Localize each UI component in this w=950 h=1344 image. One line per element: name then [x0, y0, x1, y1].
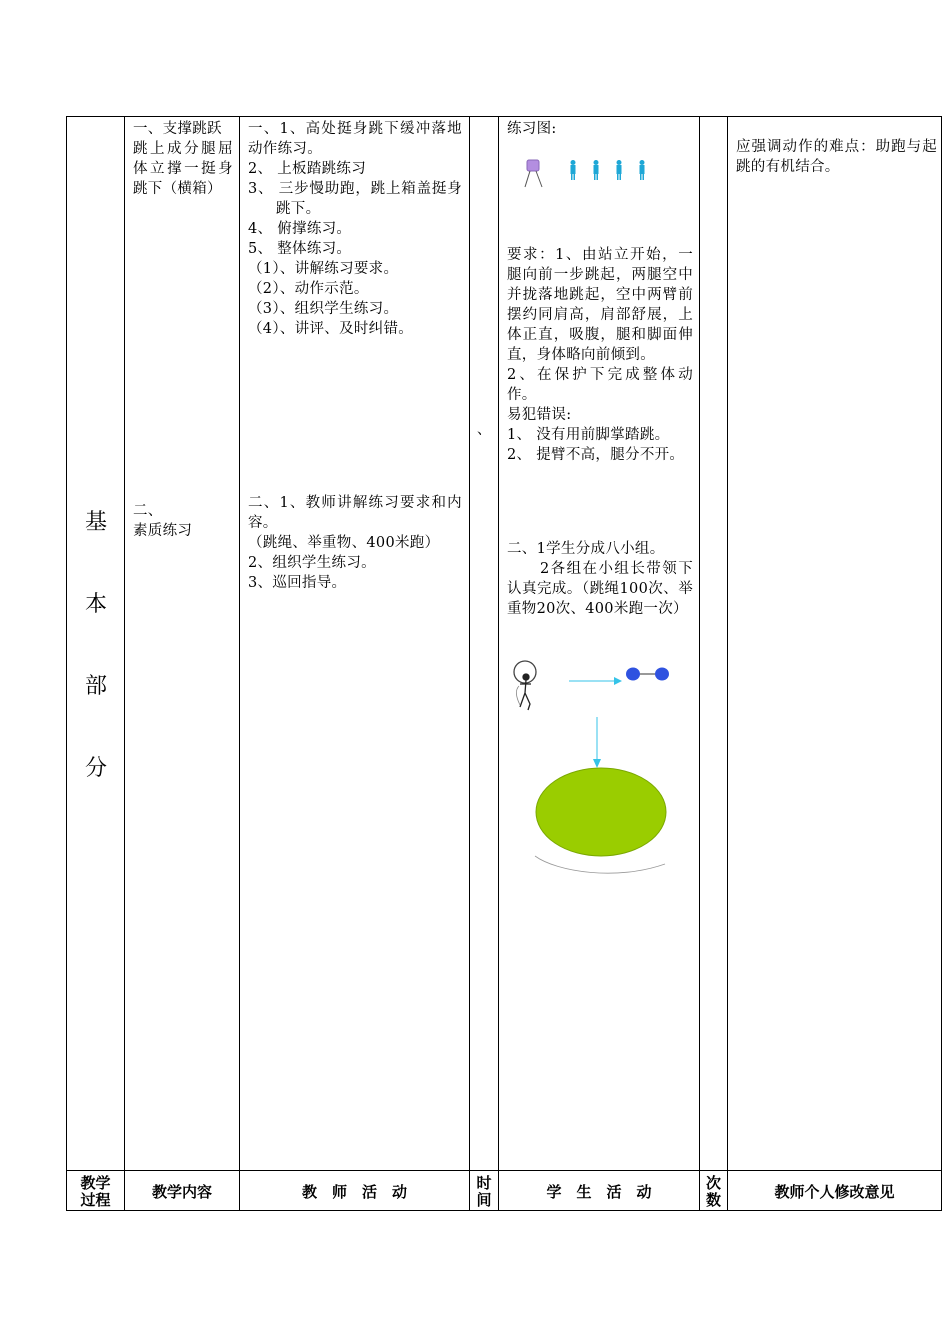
header-teaching-content: 教学内容 — [151, 1182, 212, 1201]
teacher-part1 — [248, 119, 462, 339]
student-item: 二、1学生分成八小组。 — [507, 541, 665, 557]
col-divider — [727, 117, 728, 1210]
teacher-item: （跳绳、举重物、400米跑） — [248, 535, 440, 551]
student-part2 — [507, 539, 693, 619]
section-label-char: 基 — [84, 510, 107, 535]
lesson-table — [66, 116, 942, 1211]
col-divider — [469, 117, 470, 1210]
jump-diagram — [522, 157, 652, 197]
content-item: 素质练习 — [133, 523, 193, 539]
section-label-char: 本 — [84, 592, 107, 617]
box-leg — [536, 171, 542, 187]
dumbbell-weight-icon — [655, 668, 669, 681]
section-label-char: 分 — [84, 756, 107, 781]
jump-rope-figure-icon — [514, 661, 536, 710]
teacher-item: 5、 整体练习。 — [248, 241, 352, 257]
header-student-activity: 学 生 活 动 — [546, 1182, 652, 1201]
errors-title: 易犯错误: — [507, 407, 572, 423]
teacher-item: （4）、讲评、及时纠错。 — [248, 321, 414, 337]
teacher-item: （1）、讲解练习要求。 — [248, 261, 399, 277]
dumbbell-weight-icon — [626, 668, 640, 681]
content-item: 一、支撑跳跃 — [133, 121, 222, 137]
header-label: 教学过程 — [80, 1174, 111, 1209]
teacher-item: 二、1、教师讲解练习要求和内容。 — [248, 495, 462, 531]
fitness-diagram — [507, 657, 687, 882]
time-mark: 、 — [477, 422, 491, 438]
student-figure-icon — [571, 160, 576, 180]
arrow-right-head — [614, 677, 622, 685]
diagram-title: 练习图: — [507, 121, 557, 137]
student-figure-icon — [594, 160, 599, 180]
teacher-remarks: 应强调动作的难点：助跑与起跳的有机结合。 — [736, 139, 937, 175]
col-divider — [239, 117, 240, 1210]
requirement-text: 2、在保护下完成整体动作。 — [507, 367, 693, 403]
teacher-item: 2、组织学生练习。 — [248, 555, 376, 571]
footer-row-divider — [67, 1170, 941, 1171]
header-time — [470, 1172, 498, 1212]
header-count — [700, 1172, 727, 1212]
student-figure-icon — [617, 160, 622, 180]
teacher-item: （3）、组织学生练习。 — [248, 301, 399, 317]
header-teacher-activity: 教 师 活 动 — [301, 1182, 407, 1201]
col-divider — [699, 117, 700, 1210]
teacher-item: （2）、动作示范。 — [248, 281, 369, 297]
content-item: 二、 — [133, 503, 163, 519]
section-label-char: 部 — [84, 674, 107, 699]
header-label: 次数 — [705, 1174, 721, 1209]
student-figure-icon — [640, 160, 645, 180]
arrow-down-head — [593, 759, 601, 768]
teacher-item: 3、巡回指导。 — [248, 575, 347, 591]
teacher-item: 一、1、高处挺身跳下缓冲落地动作练习。 — [248, 121, 462, 157]
content-part1 — [133, 119, 233, 199]
col-divider — [124, 117, 125, 1210]
student-requirements — [507, 245, 693, 465]
content-item: 跳上成分腿屈体立撑一挺身跳下（横箱） — [133, 141, 233, 197]
box-leg — [525, 171, 530, 187]
running-track-field — [536, 768, 666, 856]
teacher-item: 2、 上板踏跳练习 — [248, 161, 367, 177]
requirement-text: 要求：1、由站立开始，一腿向前一步跳起，两腿空中并拢落地跳起，空中两臂前摆约同肩高，肩部舒展，上体正直，吸腹，腿和脚面伸直，身体略向前倾到。 — [507, 247, 693, 363]
error-item: 2、 提臂不高，腿分不开。 — [507, 447, 685, 463]
header-teaching-process — [67, 1172, 124, 1212]
header-label: 时间 — [476, 1174, 492, 1209]
teacher-part2 — [248, 493, 462, 593]
track-lane — [535, 856, 665, 873]
content-part2 — [133, 501, 233, 541]
vaulting-box-icon — [527, 160, 539, 171]
teacher-item: 3、 三步慢助跑，跳上箱盖挺身跳下。 — [248, 181, 462, 217]
header-teacher-remarks: 教师个人修改意见 — [774, 1182, 895, 1201]
student-item: 2各组在小组长带领下认真完成。（跳绳100次、举重物20次、400米跑一次） — [507, 561, 693, 617]
error-item: 1、 没有用前脚掌踏跳。 — [507, 427, 670, 443]
teacher-item: 4、 俯撑练习。 — [248, 221, 352, 237]
col-divider — [498, 117, 499, 1210]
